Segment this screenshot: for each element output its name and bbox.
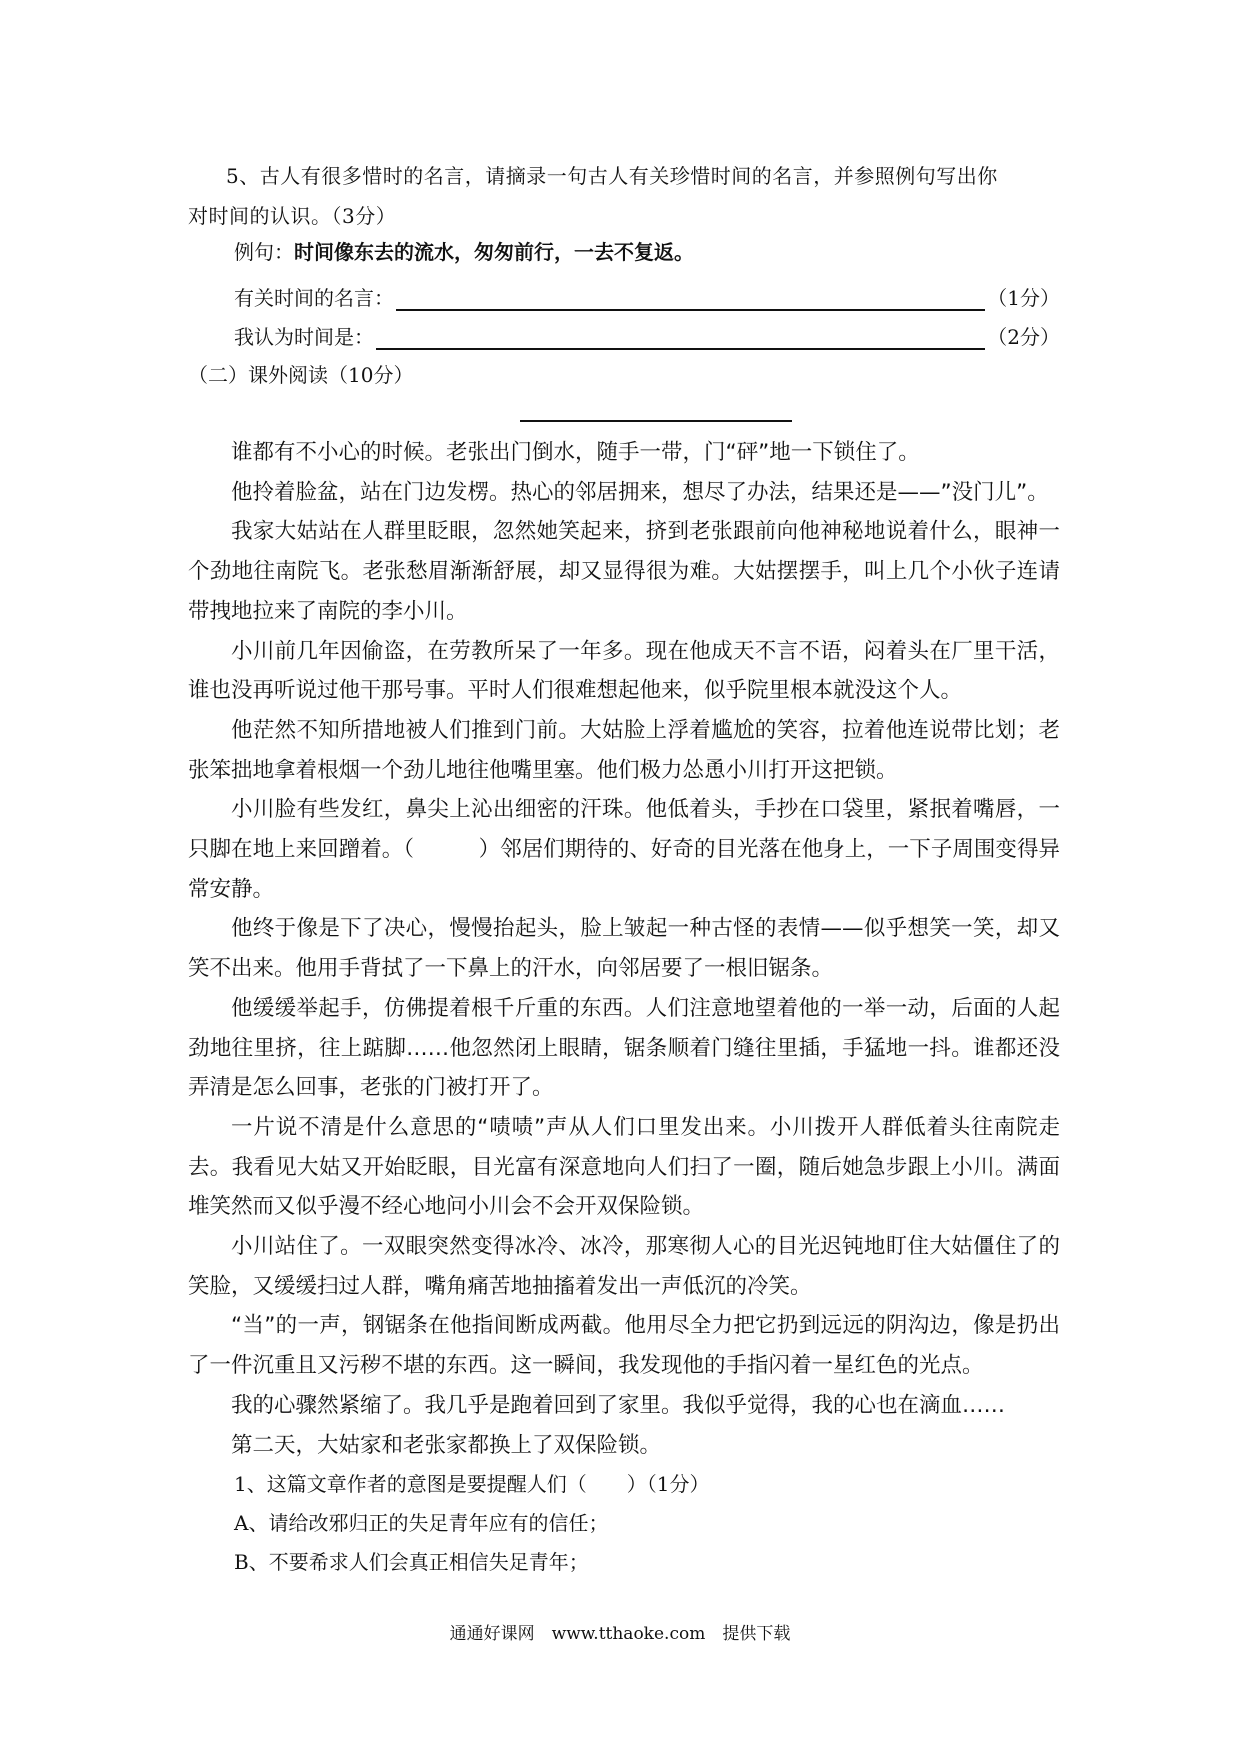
reading-passage (188, 433, 1060, 1465)
passage-paragraph: 我的心骤然紧缩了。我几乎是跑着回到了家里。我似乎觉得，我的心也在滴血…… (231, 1392, 1006, 1418)
question-5-line-2: 对时间的认识。（3分） (188, 204, 397, 228)
option-b[interactable]: B、不要希求人们会真正相信失足青年； (234, 1550, 589, 1574)
answer-label-quote: 有关时间的名言： (234, 286, 394, 310)
question-5-line-1: 5、古人有很多惜时的名言，请摘录一句古人有关珍惜时间的名言，并参照例句写出你 (226, 164, 998, 188)
answer-label-opinion: 我认为时间是： (234, 325, 374, 349)
passage-paragraph: 第二天，大姑家和老张家都换上了双保险锁。 (231, 1432, 662, 1458)
answer-blank-opinion[interactable] (376, 326, 985, 350)
passage-paragraph: 他缓缓举起手，仿佛提着根千斤重的东西。人们注意地望着他的一举一动，后面的人起劲地往里挤，往上踮脚……他忽然闭上眼睛，锯条顺着门缝往里插，手猛地一抖。谁都还没弄清是怎么回事，老张的门被打开了。 (188, 995, 1060, 1101)
passage-paragraph: 他终于像是下了决心，慢慢抬起头，脸上皱起一种古怪的表情——似乎想笑一笑，却又笑不出来。他用手背拭了一下鼻上的汗水，向邻居要了一根旧锯条。 (188, 916, 1060, 982)
answer-points-opinion: （2分） (987, 325, 1060, 349)
article-title-blank[interactable] (520, 420, 792, 422)
passage-paragraph: 小川前几年因偷盗，在劳教所呆了一年多。现在他成天不言不语，闷着头在厂里干活，谁也没再听说过他干那号事。平时人们很难想起他来，似乎院里根本就没这个人。 (188, 638, 1060, 704)
reading-questions (234, 1465, 1054, 1582)
answer-row-quote (234, 282, 1060, 311)
answer-row-opinion (234, 321, 1060, 350)
question-5 (188, 156, 1058, 236)
passage-paragraph: 他拎着脸盆，站在门边发楞。热心的邻居拥来，想尽了办法，结果还是——”没门儿”。 (231, 479, 1049, 505)
example-sentence (234, 236, 694, 265)
passage-paragraph: 他茫然不知所措地被人们推到门前。大姑脸上浮着尴尬的笑容，拉着他连说带比划；老张笨拙地拿着根烟一个劲儿地往他嘴里塞。他们极力怂恿小川打开这把锁。 (188, 717, 1060, 783)
example-label: 例句： (234, 240, 294, 264)
option-a[interactable]: A、请给改邪归正的失足青年应有的信任； (234, 1511, 609, 1535)
passage-paragraph: “当”的一声，钢锯条在他指间断成两截。他用尽全力把它扔到远远的阴沟边，像是扔出了一件沉重且又污秽不堪的东西。这一瞬间，我发现他的手指闪着一星红色的光点。 (188, 1313, 1060, 1379)
passage-paragraph: 一片说不清是什么意思的“啧啧”声从人们口里发出来。小川拨开人群低着头往南院走去。我看见大姑又开始眨眼，目光富有深意地向人们扫了一圈，随后她急步跟上小川。满面堆笑然而又似乎漫不经心地问小川会不会开双保险锁。 (188, 1114, 1060, 1220)
passage-paragraph: 我家大姑站在人群里眨眼，忽然她笑起来，挤到老张跟前向他神秘地说着什么，眼神一个劲地往南院飞。老张愁眉渐渐舒展，却又显得很为难。大姑摆摆手，叫上几个小伙子连请带拽地拉来了南院的李小川。 (188, 519, 1060, 624)
passage-paragraph: 谁都有不小心的时候。老张出门倒水，随手一带，门“砰”地一下锁住了。 (231, 440, 920, 465)
page-footer: 通通好课网 www.tthaoke.com 提供下载 (449, 1624, 791, 1644)
answer-blank-quote[interactable] (396, 287, 985, 311)
example-text: 时间像东去的流水，匆匆前行，一去不复返。 (294, 240, 694, 264)
answer-points-quote: （1分） (987, 286, 1060, 310)
passage-paragraph: 小川站住了。一双眼突然变得冰冷、冰冷，那寒彻人心的目光迟钝地盯住大姑僵住了的笑脸，又缓缓扫过人群，嘴角痛苦地抽搐着发出一声低沉的冷笑。 (188, 1234, 1060, 1299)
section-heading: （二）课外阅读（10分） (188, 363, 414, 387)
passage-paragraph: 小川脸有些发红，鼻尖上沁出细密的汗珠。他低着头，手抄在口袋里，紧抿着嘴唇，一只脚在地上来回蹭着。（ ）邻居们期待的、好奇的目光落在他身上，一下子周围变得异常安静。 (188, 797, 1060, 902)
question-1: 1、这篇文章作者的意图是要提醒人们（ ）（1分） (234, 1472, 710, 1496)
